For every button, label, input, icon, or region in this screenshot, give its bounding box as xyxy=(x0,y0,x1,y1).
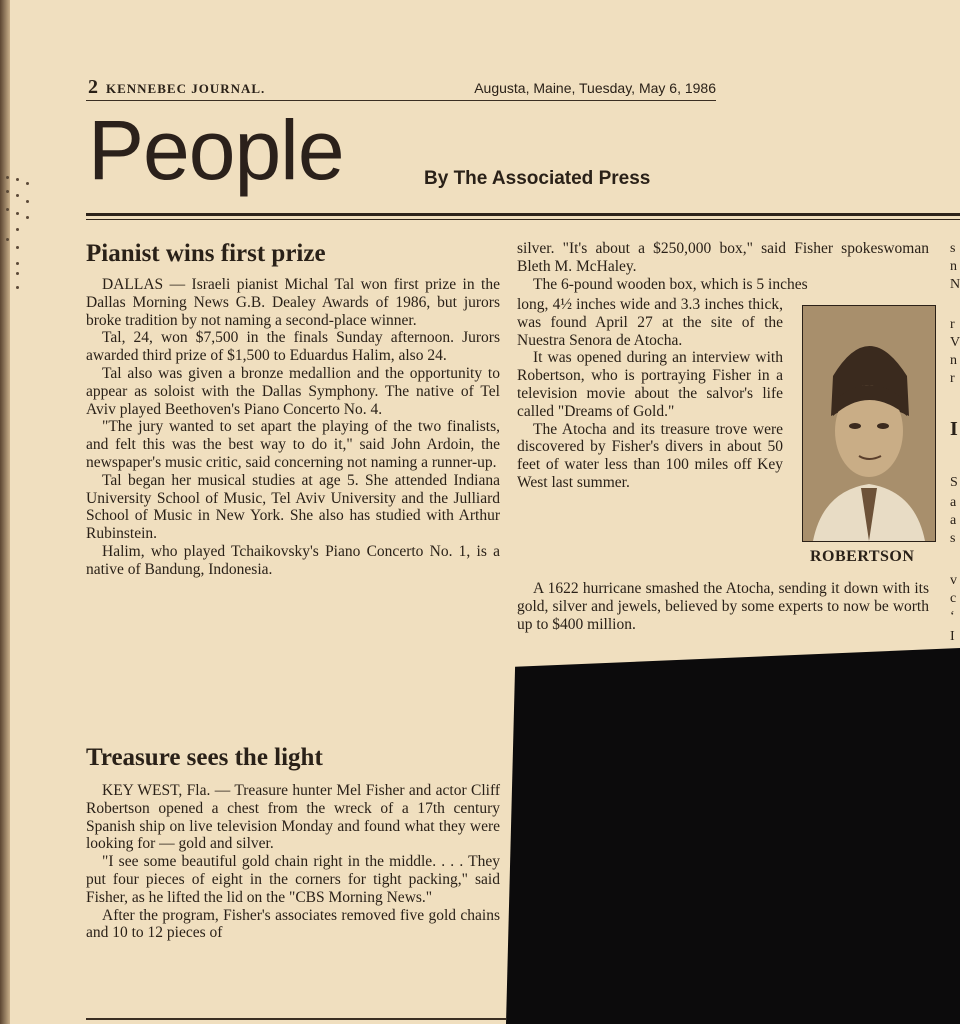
dateline: Augusta, Maine, Tuesday, May 6, 1986 xyxy=(474,80,716,96)
paragraph: It was opened during an interview with Robertson, who is portraying Fisher in a television movie about the salvor's life called "Dreams of Gold." xyxy=(517,349,783,420)
robertson-photo xyxy=(802,305,936,542)
cutoff-letter: S xyxy=(950,475,958,490)
article1-headline: Pianist wins first prize xyxy=(86,240,326,267)
page-number: 2 xyxy=(88,76,98,98)
portrait-icon xyxy=(803,306,935,541)
section-title: People xyxy=(88,103,344,197)
article1-body xyxy=(86,276,500,579)
paragraph: Tal began her musical studies at age 5. She attended Indiana University School of Music, Tel Aviv University and the Julliard School of Music in New York. She also has studied with Arthur Rubinstein. xyxy=(86,471,500,543)
paragraph: The Atocha and its treasure trove were discovered by Fisher's divers in about 50 feet of water less than 100 miles off Key West last summer. xyxy=(517,420,783,491)
masthead-line xyxy=(86,78,716,101)
bottom-rule xyxy=(86,1018,506,1020)
cutoff-letter: a xyxy=(950,513,957,528)
punch-dots xyxy=(4,176,30,296)
cutoff-letter: s xyxy=(950,241,956,256)
cutoff-letter: I xyxy=(950,418,958,440)
article2-beside-photo xyxy=(517,296,783,492)
cutoff-letter: n xyxy=(950,353,957,368)
byline: By The Associated Press xyxy=(424,168,651,189)
cutoff-letter: ‘ xyxy=(950,609,955,624)
photo-caption: ROBERTSON xyxy=(810,548,915,565)
paragraph: KEY WEST, Fla. — Treasure hunter Mel Fisher and actor Cliff Robertson opened a chest from the wreck of a 17th century Spanish ship on live television Monday and found what they were looking for — gold and silver. xyxy=(86,782,500,853)
cutoff-letter: I xyxy=(950,629,955,644)
paragraph: long, 4½ inches wide and 3.3 inches thick, was found April 27 at the site of the Nuestra Senora de Atocha. xyxy=(517,296,783,349)
cutoff-letter: v xyxy=(950,573,957,588)
paragraph: Tal, 24, won $7,500 in the finals Sunday afternoon. Jurors awarded third prize of $1,500 to Eduardus Halim, also 24. xyxy=(86,329,500,365)
article2-continued-top xyxy=(517,240,929,293)
header-rule-thin xyxy=(86,219,960,220)
cutoff-letter: r xyxy=(950,317,955,332)
paragraph: "I see some beautiful gold chain right in the middle. . . . They put four pieces of eight in the corners for tight packing," said Fisher, as he lifted the lid on the "CBS Morning News." xyxy=(86,853,500,906)
cutoff-letter: s xyxy=(950,531,956,546)
header-rule-thick xyxy=(86,213,960,216)
paragraph: A 1622 hurricane smashed the Atocha, sending it down with its gold, silver and jewels, believed by some experts to now be worth up to $400 million. xyxy=(517,580,929,633)
cutoff-letter: a xyxy=(950,495,957,510)
paragraph: DALLAS — Israeli pianist Michal Tal won first prize in the Dallas Morning News G.B. Dealey Awards of 1986, but jurors broke tradition by not naming a second-place winner. xyxy=(86,276,500,329)
cutoff-letter: V xyxy=(950,335,960,350)
paper-name: KENNEBEC JOURNAL. xyxy=(106,81,266,96)
article2-headline: Treasure sees the light xyxy=(86,744,323,771)
cutoff-letter: c xyxy=(950,591,957,606)
clipping-left-edge xyxy=(0,0,10,1024)
paragraph: After the program, Fisher's associates removed five gold chains and 10 to 12 pieces of xyxy=(86,906,500,942)
cutoff-letter: n xyxy=(950,259,957,274)
paragraph: Tal also was given a bronze medallion and the opportunity to appear as soloist with the Dallas Symphony. The native of Tel Aviv played Beethoven's Piano Concerto No. 4. xyxy=(86,364,500,418)
cutoff-letter: r xyxy=(950,371,955,386)
article2-body xyxy=(86,782,500,942)
paragraph: silver. "It's about a $250,000 box," said Fisher spokeswoman Bleth M. McHaley. xyxy=(517,240,929,275)
background-black-area xyxy=(506,648,960,1024)
paragraph: "The jury wanted to set apart the playing of the two finalists, and felt this was the best way to do it," said John Ardoin, the newspaper's music critic, said concerning not naming a runner-up. xyxy=(86,418,500,471)
paragraph: The 6-pound wooden box, which is 5 inches xyxy=(533,275,808,293)
article2-below-photo xyxy=(517,580,929,633)
cutoff-letter: N xyxy=(950,277,960,292)
paragraph: Halim, who played Tchaikovsky's Piano Concerto No. 1, is a native of Bandung, Indonesia. xyxy=(86,542,500,578)
